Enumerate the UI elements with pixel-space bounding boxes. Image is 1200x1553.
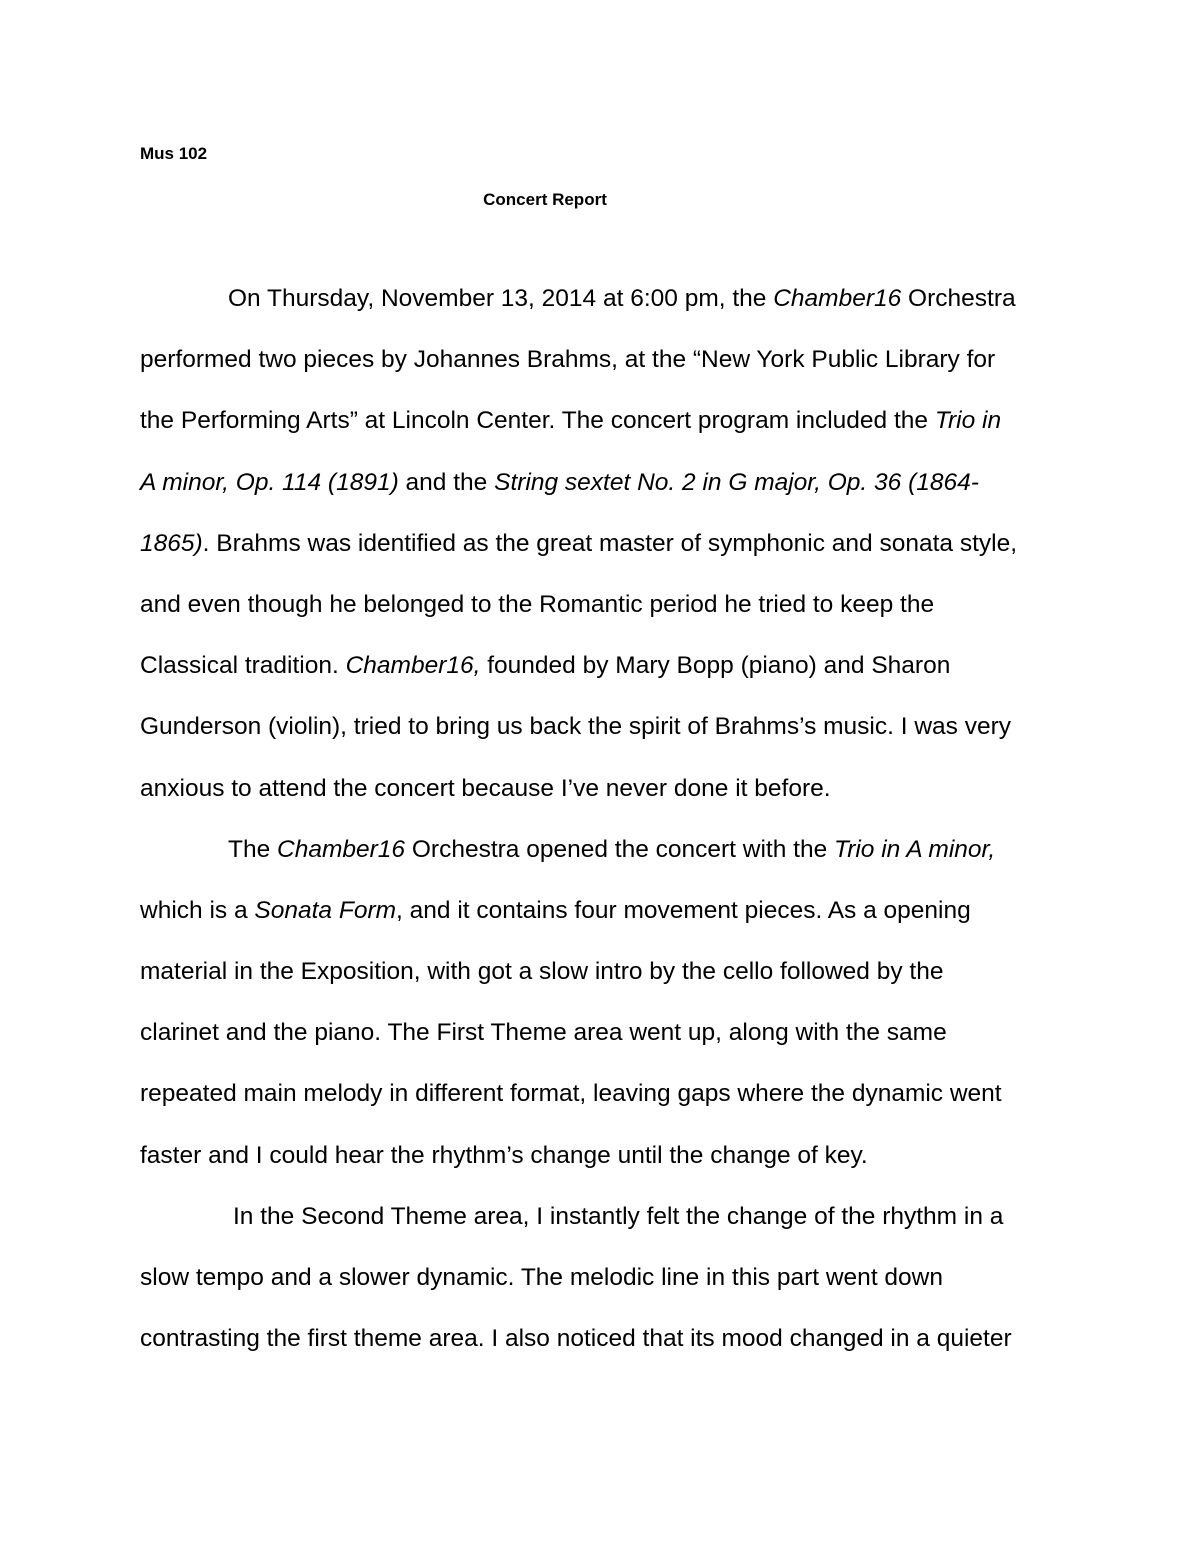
paragraph-2-line-5: repeated main melody in different format, leaving gaps where the dynamic went <box>140 1080 1002 1108</box>
text-run: which is a <box>140 896 255 924</box>
report-body <box>140 268 1060 1369</box>
text-run: and the <box>398 468 495 496</box>
course-label: Mus 102 <box>140 144 208 163</box>
paragraph-1-line-5 <box>140 513 1060 574</box>
paragraph-3-line-1: In the Second Theme area, I instantly felt the change of the rhythm in a <box>233 1202 1004 1230</box>
piece-title: String sextet No. 2 in G major, Op. 36 (1864- <box>494 468 979 496</box>
paragraph-3-line-3: contrasting the first theme area. I also noticed that its mood changed in a quieter <box>140 1325 1012 1353</box>
piece-title: A minor, Op. 114 (1891) <box>140 468 399 496</box>
report-title: Concert Report <box>483 190 607 209</box>
ensemble-name: Chamber16 <box>277 835 406 863</box>
text-run: . Brahms was identified as the great master of symphonic and sonata style, <box>202 529 1018 557</box>
piece-title: Trio in A minor, <box>834 835 996 863</box>
text-run: On Thursday, November 13, 2014 at 6:00 pm, the <box>228 285 774 312</box>
piece-title: 1865) <box>140 529 203 557</box>
paragraph-2-line-4: clarinet and the piano. The First Theme area went up, along with the same <box>140 1019 947 1047</box>
paragraph-1-line-3 <box>140 390 1060 451</box>
text-run: Classical tradition. <box>140 652 346 680</box>
paragraph-1-line-1 <box>140 268 1060 329</box>
paragraph-2-line-3: material in the Exposition, with got a slow intro by the cello followed by the <box>140 958 944 986</box>
paragraph-1-line-8: Gunderson (violin), tried to bring us back the spirit of Brahms’s music. I was very <box>140 713 1011 741</box>
ensemble-name: Chamber16, <box>345 652 481 680</box>
paragraph-2-line-6: faster and I could hear the rhythm’s change until the change of key. <box>140 1141 868 1169</box>
paragraph-2-line-2 <box>140 880 1060 941</box>
paragraph-2-line-1 <box>140 819 1060 880</box>
paragraph-1-line-4 <box>140 452 1060 513</box>
paragraph-1-line-6: and even though he belonged to the Romantic period he tried to keep the <box>140 590 935 618</box>
text-run: Orchestra <box>901 285 1016 312</box>
text-run: The <box>228 835 278 863</box>
paragraph-3-line-2: slow tempo and a slower dynamic. The melodic line in this part went down <box>140 1264 943 1291</box>
ensemble-name: Chamber16 <box>773 285 902 312</box>
text-run: founded by Mary Bopp (piano) and Sharon <box>480 652 951 680</box>
piece-title: Trio in <box>934 407 1002 435</box>
paragraph-1-line-2: performed two pieces by Johannes Brahms, at the “New York Public Library for <box>140 346 996 374</box>
text-run: Orchestra opened the concert with the <box>405 835 835 863</box>
paragraph-1-line-9: anxious to attend the concert because I’ve never done it before. <box>140 774 831 802</box>
paragraph-1-line-7 <box>140 635 1060 696</box>
text-run: the Performing Arts” at Lincoln Center. The concert program included the <box>140 407 935 435</box>
form-term: Sonata Form <box>254 896 397 924</box>
text-run: , and it contains four movement pieces. As a opening <box>396 896 971 924</box>
